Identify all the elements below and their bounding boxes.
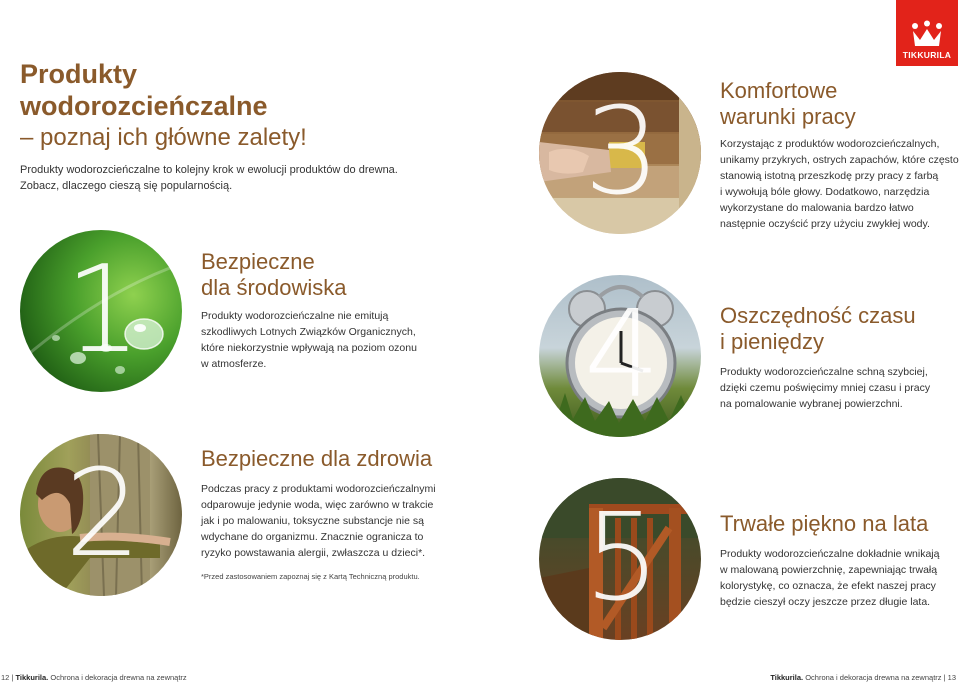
section-3-heading	[720, 78, 856, 130]
text-line: jak i po malowaniu, toksyczne substancje nie są	[201, 515, 424, 527]
section-3-text	[720, 136, 960, 232]
section-number: 1	[64, 241, 138, 380]
footer-left: 12 | Tikkurila. Ochrona i dekoracja drewna na zewnątrz	[1, 673, 187, 682]
text-line: dzięki czemu poświęcimy mniej czasu i pracy	[720, 382, 931, 394]
text-line: Produkty wodorozcieńczalne nie emitują	[201, 310, 389, 322]
intro-line: Zobacz, dlaczego cieszą się popularnością.	[20, 180, 233, 192]
text-line: wdychane do organizmu. Znacznie ogranicza to	[201, 531, 424, 543]
heading-line: dla środowiska	[201, 275, 347, 300]
page-subtitle: – poznaj ich główne zalety!	[20, 124, 307, 151]
text-line: Produkty wodorozcieńczalne dokładnie wnikają	[720, 548, 940, 560]
text-line: szkodliwych Lotnych Związków Organicznych,	[201, 326, 416, 338]
leaf-image	[20, 230, 182, 392]
wood-brush-image	[539, 72, 701, 234]
section-4-text	[720, 364, 960, 412]
text-line: wykorzystane do malowania bardzo łatwo	[720, 202, 914, 214]
text-line: stanowią istotną przeszkodę przy pracy z farbą	[720, 170, 939, 182]
text-line: Produkty wodorozcieńczalne schną szybciej,	[720, 366, 928, 378]
page-title: Produkty wodorozcieńczalne	[20, 59, 268, 121]
text-line: w malowaną powierzchnię, zapewniając trwałą	[720, 564, 938, 576]
tikkurila-logo	[896, 0, 958, 66]
section-2-text	[201, 481, 461, 561]
heading-line: Bezpieczne	[201, 249, 315, 274]
heading-line: warunki pracy	[720, 104, 856, 129]
alarm-clock-image	[539, 275, 701, 437]
section-1-text	[201, 308, 441, 372]
section-5-heading: Trwałe piękno na lata	[720, 511, 929, 536]
text-line: Korzystając z produktów wodorozcieńczalnych,	[720, 138, 940, 150]
heading-line: Oszczędność czasu	[720, 303, 916, 328]
text-line: i wywołują bóle głowy. Dodatkowo, narzędzia	[720, 186, 930, 198]
section-2-heading: Bezpieczne dla zdrowia	[201, 446, 433, 471]
section-number: 2	[64, 445, 138, 584]
footer-text: Ochrona i dekoracja drewna na zewnątrz	[50, 673, 187, 682]
intro-text	[20, 162, 400, 194]
text-line: w atmosferze.	[201, 358, 267, 370]
woman-tree-image	[20, 434, 182, 596]
section-4-heading	[720, 303, 916, 355]
text-line: kolorystykę, co oznacza, że efekt naszej pracy	[720, 580, 936, 592]
text-line: odparowuje jedynie woda, więc zarówno w trakcie	[201, 499, 434, 511]
footer-right: Tikkurila. Ochrona i dekoracja drewna na zewnątrz | 13	[770, 673, 956, 682]
section-1-heading	[201, 249, 347, 301]
text-line: ryzyko powstawania alergii, zwłaszcza u dzieci*.	[201, 547, 426, 559]
heading-line: i pieniędzy	[720, 329, 824, 354]
crown-icon	[910, 20, 944, 50]
intro-line: Produkty wodorozcieńczalne to kolejny krok w ewolucji produktów do drewna.	[20, 164, 398, 176]
section-number: 5	[583, 489, 657, 628]
text-line: będzie cieszył oczy jeszcze przez długie lata.	[720, 596, 931, 608]
section-number: 3	[583, 83, 657, 222]
logo-text: TIKKURILA	[902, 50, 952, 60]
page-number: 12	[1, 673, 10, 682]
heading-line: Komfortowe	[720, 78, 838, 103]
text-line: unikamy przykrych, ostrych zapachów, które często	[720, 154, 959, 166]
footer-text: Ochrona i dekoracja drewna na zewnątrz	[805, 673, 942, 682]
text-line: Podczas pracy z produktami wodorozcieńczalnymi	[201, 483, 436, 495]
text-line: na pomalowanie wybranej powierzchni.	[720, 398, 903, 410]
section-number: 4	[583, 286, 657, 425]
footer-brand: Tikkurila.	[15, 673, 49, 682]
footnote: *Przed zastosowaniem zapoznaj się z Kartą Techniczną produktu.	[201, 572, 420, 581]
text-line: następnie oczyścić przy użyciu zwykłej wody.	[720, 218, 930, 230]
text-line: które niekorzystnie wpływają na poziom ozonu	[201, 342, 417, 354]
section-5-text	[720, 546, 960, 610]
wooden-railing-image	[539, 478, 701, 640]
footer-brand: Tikkurila.	[770, 673, 804, 682]
page-number: 13	[947, 673, 956, 682]
